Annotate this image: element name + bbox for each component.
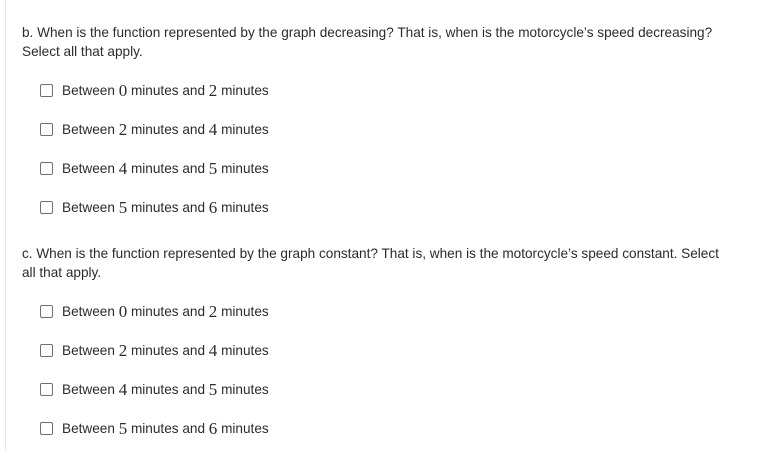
- option-label: Between 2 minutes and 4 minutes: [62, 119, 269, 139]
- question-b-option-3[interactable]: [40, 158, 269, 178]
- question-c-line1: c. When is the function represented by the graph constant? That is, when is the motorcycle’s speed constant. Select: [22, 246, 719, 261]
- checkbox[interactable]: [40, 123, 53, 136]
- question-b-option-1[interactable]: [40, 80, 269, 100]
- option-label: Between 2 minutes and 4 minutes: [62, 340, 269, 360]
- checkbox[interactable]: [40, 84, 53, 97]
- checkbox[interactable]: [40, 422, 53, 435]
- question-b-option-2[interactable]: [40, 119, 269, 139]
- option-label: Between 5 minutes and 6 minutes: [62, 418, 269, 438]
- option-label: Between 0 minutes and 2 minutes: [62, 301, 269, 321]
- checkbox[interactable]: [40, 162, 53, 175]
- question-c-option-2[interactable]: [40, 340, 269, 360]
- question-b-line1: b. When is the function represented by the graph decreasing? That is, when is the motorcycle’s speed decreasing?: [22, 25, 713, 40]
- question-b-line2: Select all that apply.: [22, 44, 143, 59]
- checkbox[interactable]: [40, 305, 53, 318]
- checkbox[interactable]: [40, 344, 53, 357]
- question-b-option-4[interactable]: [40, 197, 269, 217]
- question-c-line2: all that apply.: [22, 265, 102, 280]
- option-label: Between 4 minutes and 5 minutes: [62, 379, 269, 399]
- question-c-option-4[interactable]: [40, 418, 269, 438]
- question-c-prompt: [22, 244, 774, 282]
- question-c-option-3[interactable]: [40, 379, 269, 399]
- option-label: Between 5 minutes and 6 minutes: [62, 197, 269, 217]
- option-label: Between 0 minutes and 2 minutes: [62, 80, 269, 100]
- checkbox[interactable]: [40, 383, 53, 396]
- question-c-option-1[interactable]: [40, 301, 269, 321]
- option-label: Between 4 minutes and 5 minutes: [62, 158, 269, 178]
- left-divider: [5, 0, 6, 450]
- checkbox[interactable]: [40, 201, 53, 214]
- question-b-prompt: [22, 23, 774, 61]
